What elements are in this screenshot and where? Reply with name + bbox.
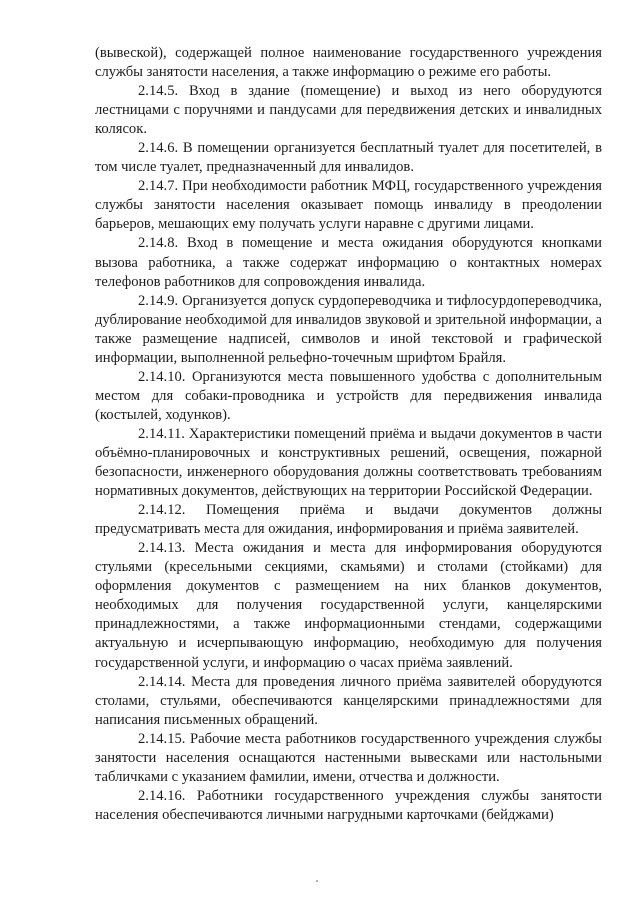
paragraph-2-14-5: 2.14.5. Вход в здание (помещение) и выход из него оборудуются лестницами с поручнями и пандусами для передвижения детских и инвалидных колясок. xyxy=(95,83,602,138)
paragraph-continuation: (вывеской), содержащей полное наименование государственного учреждения службы занятости населения, а также информацию о режиме его работы. xyxy=(95,45,602,81)
paragraph-2-14-11: 2.14.11. Характеристики помещений приёма и выдачи документов в части объёмно-планировочных и конструктивных решений, освещения, пожарной безопасности, инженерного оборудования должны соответствовать требованиям нормативных документов, действующих на территории Российской Федерации. xyxy=(95,425,602,500)
document-page xyxy=(95,44,602,825)
paragraph-2-14-16: 2.14.16. Работники государственного учреждения службы занятости населения обеспечиваются личными нагрудными карточками (бейджами) xyxy=(95,787,602,823)
paragraph-2-14-14: 2.14.14. Места для проведения личного приёма заявителей оборудуются столами, стульями, обеспечиваются канцелярскими принадлежностями для написания письменных обращений. xyxy=(95,673,602,728)
paragraph-2-14-7: 2.14.7. При необходимости работник МФЦ, государственного учреждения службы занятости населения оказывает помощь инвалиду в преодолении барьеров, мешающих ему получать услуги наравне с другими лицами. xyxy=(95,178,602,233)
paragraph-2-14-13: 2.14.13. Места ожидания и места для информирования оборудуются стульями (кресельными секциями, скамьями) и столами (стойками) для оформления документов с размещением на них бланков документов, необходимых для получения государственной услуги, канцелярскими принадлежностями, а также информационными стендами, содержащими актуальную и исчерпывающую информацию, необходимую для получения государственной услуги, и информацию о часах приёма заявлений. xyxy=(95,540,602,671)
paragraph-2-14-15: 2.14.15. Рабочие места работников государственного учреждения службы занятости населения оснащаются настенными вывесками или настольными табличками с указанием фамилии, имени, отчества и должности. xyxy=(95,730,602,785)
scan-speck xyxy=(316,880,318,882)
paragraph-2-14-9: 2.14.9. Организуется допуск сурдопереводчика и тифлосурдопереводчика, дублирование необходимой для инвалидов звуковой и зрительной информации, а также размещение надписей, символов и иной текстовой и графической информации, выполненной рельефно-точечным шрифтом Брайля. xyxy=(95,292,602,366)
paragraph-2-14-8: 2.14.8. Вход в помещение и места ожидания оборудуются кнопками вызова работника, а также содержат информацию о контактных номерах телефонов работников для сопровождения инвалида. xyxy=(95,235,602,290)
paragraph-2-14-12: 2.14.12. Помещения приёма и выдачи документов должны предусматривать места для ожидания, информирования и приёма заявителей. xyxy=(95,502,602,538)
paragraph-2-14-10: 2.14.10. Организуются места повышенного удобства с дополнительным местом для собаки-проводника и устройств для передвижения инвалида (костылей, ходунков). xyxy=(95,368,602,423)
paragraph-2-14-6: 2.14.6. В помещении организуется бесплатный туалет для посетителей, в том числе туалет, предназначенный для инвалидов. xyxy=(95,140,602,176)
